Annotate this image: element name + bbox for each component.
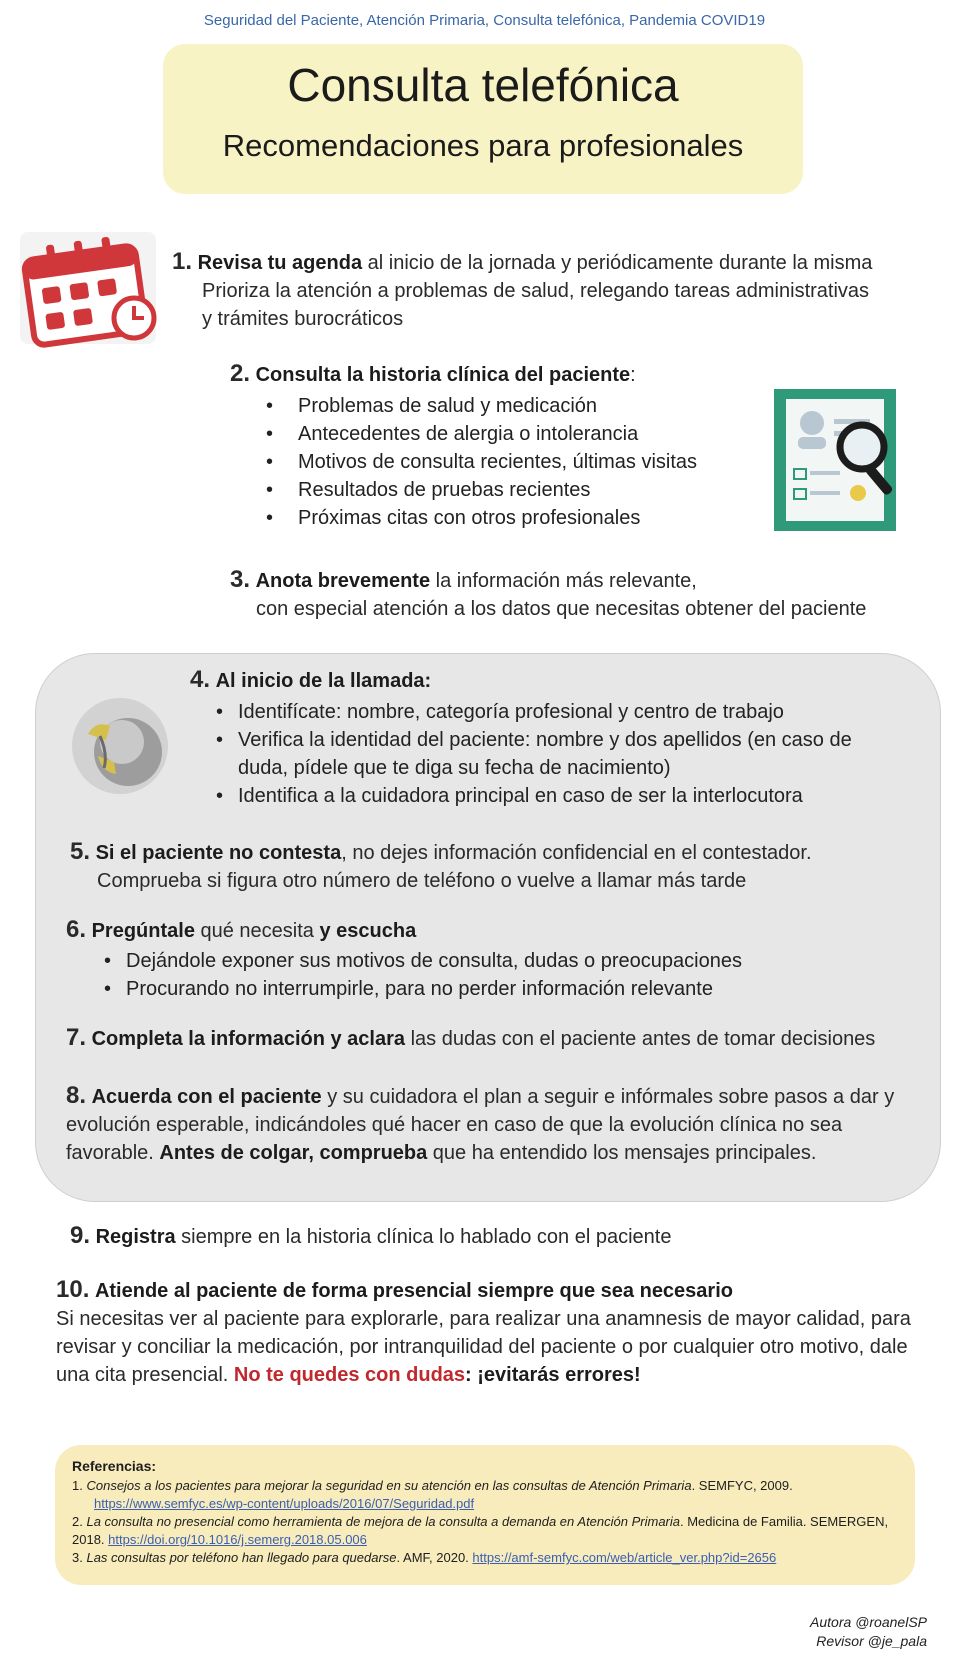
- list-item: • Identifica a la cuidadora principal en caso de ser la interlocutora: [212, 782, 892, 810]
- credits: [810, 1613, 927, 1651]
- calendar-icon: [14, 218, 162, 353]
- page-title: Consulta telefónica: [287, 59, 679, 111]
- reference-item: 1. Consejos a los pacientes para mejorar la seguridad en su atención en las consultas de Atención Primaria. SEMFYC, 2009. https://www.semfyc.es/wp-content/uploads/2016/07/Seguridad.pdf: [72, 1478, 793, 1511]
- step-2-list: [262, 392, 742, 532]
- reference-item: 3. Las consultas por teléfono han llegado para quedarse. AMF, 2020. https://amf-semfyc.com/web/article_ver.php?id=2656: [72, 1550, 777, 1565]
- list-item: • Resultados de pruebas recientes: [262, 476, 742, 504]
- list-item: • Problemas de salud y medicación: [262, 392, 742, 420]
- step-4-list: [212, 698, 892, 810]
- author-credit: Autora @roanelSP: [810, 1614, 927, 1630]
- reviewer-credit: Revisor @je_pala: [816, 1633, 927, 1649]
- step-6-list: [100, 947, 900, 1003]
- list-item: • Dejándole exponer sus motivos de consulta, dudas o preocupaciones: [100, 947, 900, 975]
- reference-item: 2. La consulta no presencial como herramienta de mejora de la consulta a demanda en Atención Primaria. Medicina de Familia. SEMERGEN, 2018. https://doi.org/10.1016/j.semerg.2018.05.006: [72, 1514, 889, 1547]
- step-1: 1. Revisa tu agenda al inicio de la jornada y periódicamente durante la misma Prioriza la atención a problemas de salud, relegando tareas administrativas y trámites burocráticos: [172, 248, 873, 330]
- list-item: • Verifica la identidad del paciente: nombre y dos apellidos (en caso de duda, pídele que te diga su fecha de nacimiento): [212, 726, 892, 782]
- step-6: 6. Pregúntale qué necesita y escucha: [66, 916, 417, 943]
- step-3: 3. Anota brevemente la información más relevante, con especial atención a los datos que necesitas obtener del paciente: [230, 566, 867, 620]
- references-heading: Referencias:: [72, 1458, 157, 1474]
- telephone-icon: [68, 694, 172, 803]
- reference-link[interactable]: https://doi.org/10.1016/j.semerg.2018.05.006: [108, 1532, 367, 1547]
- step-7: 7. Completa la información y aclara las dudas con el paciente antes de tomar decisiones: [66, 1024, 876, 1051]
- references: [72, 1457, 902, 1567]
- list-item: • Identifícate: nombre, categoría profesional y centro de trabajo: [212, 698, 892, 726]
- step-9: 9. Registra siempre en la historia clínica lo hablado con el paciente: [70, 1222, 672, 1249]
- step-2: 2. Consulta la historia clínica del paciente:: [230, 360, 636, 387]
- page-subtitle: Recomendaciones para profesionales: [222, 128, 744, 163]
- topic-tags: Seguridad del Paciente, Atención Primaria, Consulta telefónica, Pandemia COVID19: [203, 12, 766, 29]
- step-5: 5. Si el paciente no contesta, no dejes información confidencial en el contestador. Comprueba si figura otro número de teléfono o vuelve a llamar más tarde: [70, 838, 812, 892]
- step-10: 10. Atiende al paciente de forma presencial siempre que sea necesario Si necesitas ver al paciente para explorarle, para realizar una anamnesis de mayor calidad, para revisar y conciliar la medicación, por intranquilidad del paciente o por cualquier otro motivo, dale una cita presencial. No te quedes con dudas: ¡evitarás errores!: [56, 1276, 911, 1386]
- medical-record-icon: [770, 385, 900, 540]
- step-4: 4. Al inicio de la llamada:: [190, 666, 432, 693]
- reference-link[interactable]: https://www.semfyc.es/wp-content/uploads/2016/07/Seguridad.pdf: [94, 1496, 475, 1511]
- step-8: 8. Acuerda con el paciente y su cuidadora el plan a seguir e infórmales sobre pasos a dar y evolución esperable, indicándoles qué hacer en caso de que la evolución clínica no sea favorable. Antes de colgar, comprueba que ha entendido los mensajes principales.: [66, 1082, 895, 1164]
- list-item: • Antecedentes de alergia o intolerancia: [262, 420, 742, 448]
- list-item: • Procurando no interrumpirle, para no perder información relevante: [100, 975, 900, 1003]
- list-item: • Próximas citas con otros profesionales: [262, 504, 742, 532]
- list-item: • Motivos de consulta recientes, últimas visitas: [262, 448, 742, 476]
- reference-link[interactable]: https://amf-semfyc.com/web/article_ver.php?id=2656: [472, 1550, 777, 1565]
